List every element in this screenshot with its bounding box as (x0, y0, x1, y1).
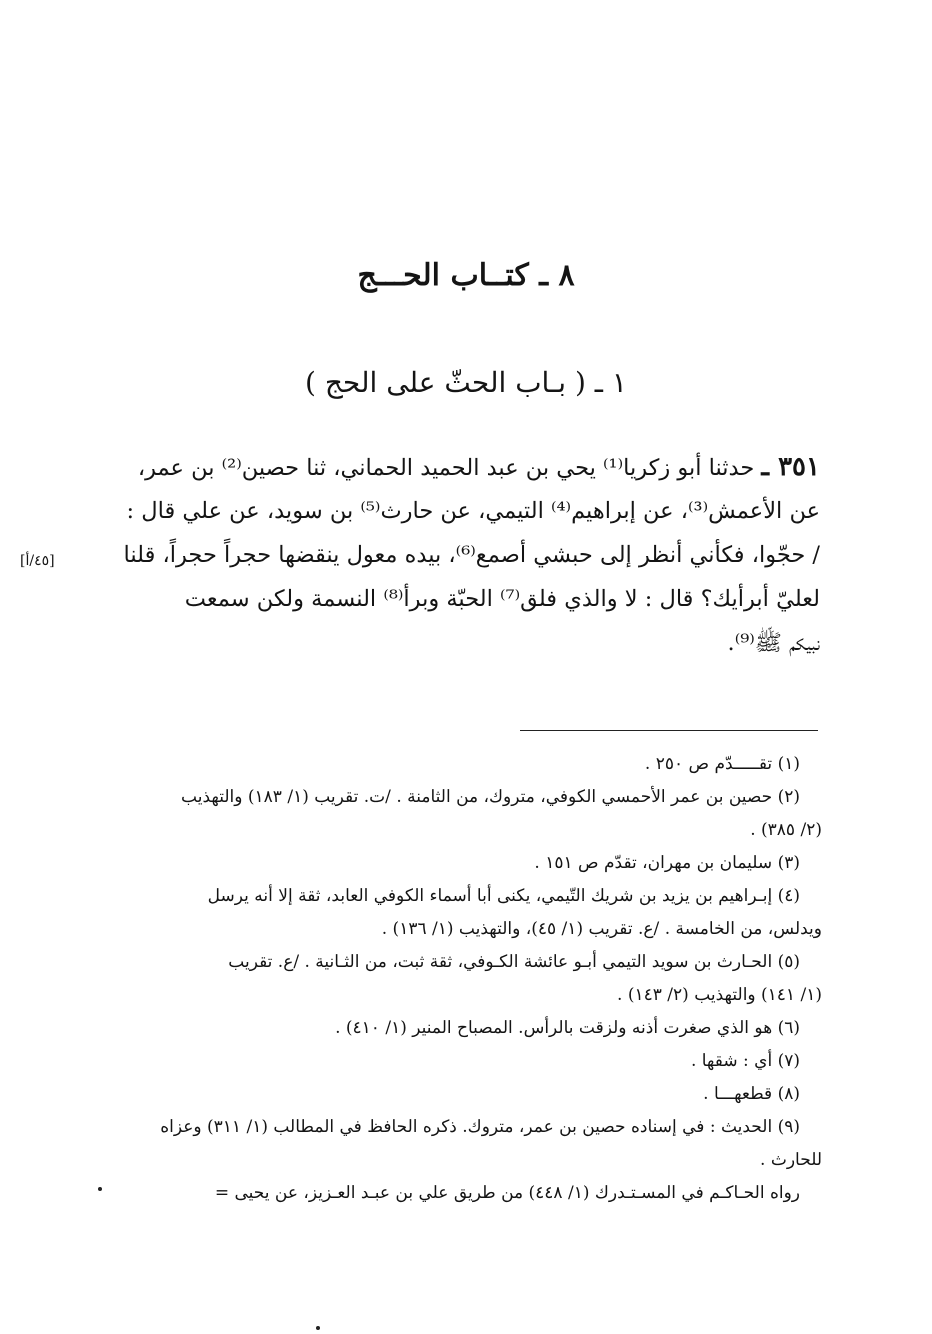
footnotes-list (110, 748, 822, 1177)
hadith-line: / حجّوا، فكأني أنظر إلى حبشي أصمع⁽⁶⁾، بيده معول ينقضها حجراً حجراً، قلنا (123, 542, 820, 568)
footnote-line: للحارث . (760, 1150, 822, 1170)
hadith-line-text: حدثنا أبو زكريا⁽¹⁾ يحي بن عبد الحميد الحماني، ثنا حصين⁽²⁾ بن عمر، (137, 455, 755, 481)
page-bottom-dot (316, 1326, 320, 1330)
footnote-line: (٢/ ٣٨٥) . (750, 820, 822, 840)
footnote-line: (٨) قطعهـــا . (703, 1084, 800, 1104)
footnote-line: (٢) حصين بن عمر الأحمسي الكوفي، متروك، من الثامنة . /ت. تقريب (١/ ١٨٣) والتهذيب (181, 787, 800, 807)
hadith-line: نبيكم ﷺ⁽⁹⁾. (727, 630, 820, 656)
manuscript-folio-reference: [٤٥/أ] (20, 553, 55, 569)
hadith-line: لعليّ أبرأيك؟ قال : لا والذي فلق⁽⁷⁾ الحبّة وبرأ⁽⁸⁾ النسمة ولكن سمعت (184, 586, 820, 612)
footnote-line: (٧) أي : شقها . (690, 1051, 800, 1071)
footnote-divider (520, 730, 818, 731)
footnote-line: (٤) إبـراهيم بن يزيد بن شريك التّيمي، يكنى أبا أسماء الكوفي العابد، ثقة إلا أنه يرسل (207, 886, 800, 906)
footnote-line: (٦) هو الذي صغرت أذنه ولزقت بالرأس. المصباح المنير (١/ ٤١٠) . (335, 1018, 800, 1038)
margin-dot (98, 1187, 102, 1191)
hadith-line: عن الأعمش⁽³⁾، عن إبراهيم⁽⁴⁾ التيمي، عن حارث⁽⁵⁾ بن سويد، عن علي قال : (126, 498, 820, 524)
footnote-line: (١/ ١٤١) والتهذيب (٢/ ١٤٣) . (617, 985, 822, 1005)
footnote-line: ويدلس، من الخامسة . /ع. تقريب (١/ ٤٥)، والتهذيب (١/ ١٣٦) . (381, 919, 822, 939)
footnote-line: (٣) سليمان بن مهران، تقدّم ص ١٥١ . (534, 853, 800, 873)
footnote-line: (١) تقـــــدّم ص ٢٥٠ . (644, 754, 800, 774)
footnote-line: (٩) الحديث : في إسناده حصين بن عمر، متروك. ذكره الحافظ في المطالب (١/ ٣١١) وعزاه (160, 1117, 800, 1137)
hadith-number: ٣٥١ ـ (761, 452, 820, 482)
section-title: ١ ـ ( بـاب الحثّ على الحج ) (305, 366, 627, 399)
hadith-text (108, 445, 820, 665)
footnote-line: (٥) الحـارث بن سويد التيمي أبـو عائشة الكـوفي، ثقة ثبت، من الثـانية . /ع. تقريب (228, 952, 800, 972)
chapter-title: ٨ ـ كتــاب الحـــج (357, 258, 575, 293)
continuation-line: رواه الحـاكـم في المسـتـدرك (١/ ٤٤٨) من طريق علي بن عبـد العـزيز، عن يحيى = (214, 1183, 800, 1203)
hadith-line (108, 445, 820, 489)
